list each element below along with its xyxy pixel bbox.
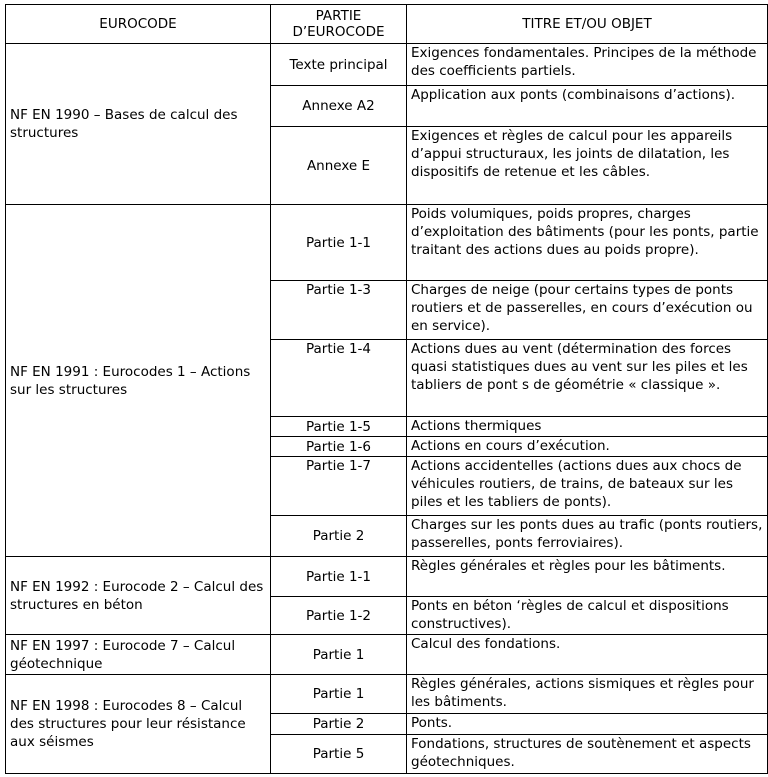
eurocode-cell: NF EN 1992 : Eurocode 2 – Calcul des structures en béton [6,557,271,635]
titre-cell: Charges sur les ponts dues au trafic (ponts routiers, passerelles, ponts ferroviaires). [407,516,768,557]
titre-cell: Exigences et règles de calcul pour les appareils d’appui structuraux, les joints de dilatation, les dispositifs de retenue et les câbles. [407,127,768,205]
titre-cell: Charges de neige (pour certains types de ponts routiers et de passerelles, en cours d’exécution ou en service). [407,281,768,340]
partie-cell: Annexe E [271,127,407,205]
partie-cell: Partie 1-1 [271,557,407,597]
header-row [6,5,768,44]
partie-cell: Partie 2 [271,516,407,557]
titre-cell: Règles générales et règles pour les bâtiments. [407,557,768,597]
titre-cell: Ponts. [407,714,768,735]
titre-cell: Actions en cours d’exécution. [407,437,768,457]
table-row [6,44,768,86]
titre-cell: Calcul des fondations. [407,635,768,675]
partie-cell: Texte principal [271,44,407,86]
eurocode-cell: NF EN 1990 – Bases de calcul des structures [6,44,271,205]
header-partie-line1: PARTIE [315,8,362,24]
partie-cell: Annexe A2 [271,86,407,127]
partie-cell: Partie 1-1 [271,205,407,281]
header-partie-line2: D’EUROCODE [292,24,385,40]
table-row [6,675,768,714]
table-row [6,557,768,597]
partie-cell: Partie 1-4 [271,340,407,417]
partie-cell: Partie 1 [271,635,407,675]
table-row [6,205,768,281]
titre-cell: Actions accidentelles (actions dues aux chocs de véhicules routiers, de trains, de bateaux sur les piles et les tabliers de ponts). [407,457,768,516]
header-partie [271,5,407,44]
partie-cell: Partie 1-3 [271,281,407,340]
titre-cell: Actions thermiques [407,417,768,437]
titre-cell: Actions dues au vent (détermination des forces quasi statistiques dues au vent sur les piles et les tabliers de pont s de géométrie « classique ». [407,340,768,417]
eurocode-cell: NF EN 1998 : Eurocodes 8 – Calcul des structures pour leur résistance aux séismes [6,675,271,774]
eurocode-cell: NF EN 1997 : Eurocode 7 – Calcul géotechnique [6,635,271,675]
table-row [6,635,768,675]
titre-cell: Exigences fondamentales. Principes de la méthode des coefficients partiels. [407,44,768,86]
titre-cell: Règles générales, actions sismiques et règles pour les bâtiments. [407,675,768,714]
partie-cell: Partie 2 [271,714,407,735]
header-eurocode: EUROCODE [6,5,271,44]
titre-cell: Fondations, structures de soutènement et aspects géotechniques. [407,735,768,774]
partie-cell: Partie 1-6 [271,437,407,457]
partie-cell: Partie 1-2 [271,597,407,635]
partie-cell: Partie 1-5 [271,417,407,437]
partie-cell: Partie 1 [271,675,407,714]
eurocode-table [5,4,768,774]
titre-cell: Poids volumiques, poids propres, charges d’exploitation des bâtiments (pour les ponts, partie traitant des actions dues au poids propre). [407,205,768,281]
eurocode-cell: NF EN 1991 : Eurocodes 1 – Actions sur les structures [6,205,271,557]
header-titre: TITRE ET/OU OBJET [407,5,768,44]
partie-cell: Partie 5 [271,735,407,774]
titre-cell: Application aux ponts (combinaisons d’actions). [407,86,768,127]
partie-cell: Partie 1-7 [271,457,407,516]
titre-cell: Ponts en béton ‘règles de calcul et dispositions constructives). [407,597,768,635]
